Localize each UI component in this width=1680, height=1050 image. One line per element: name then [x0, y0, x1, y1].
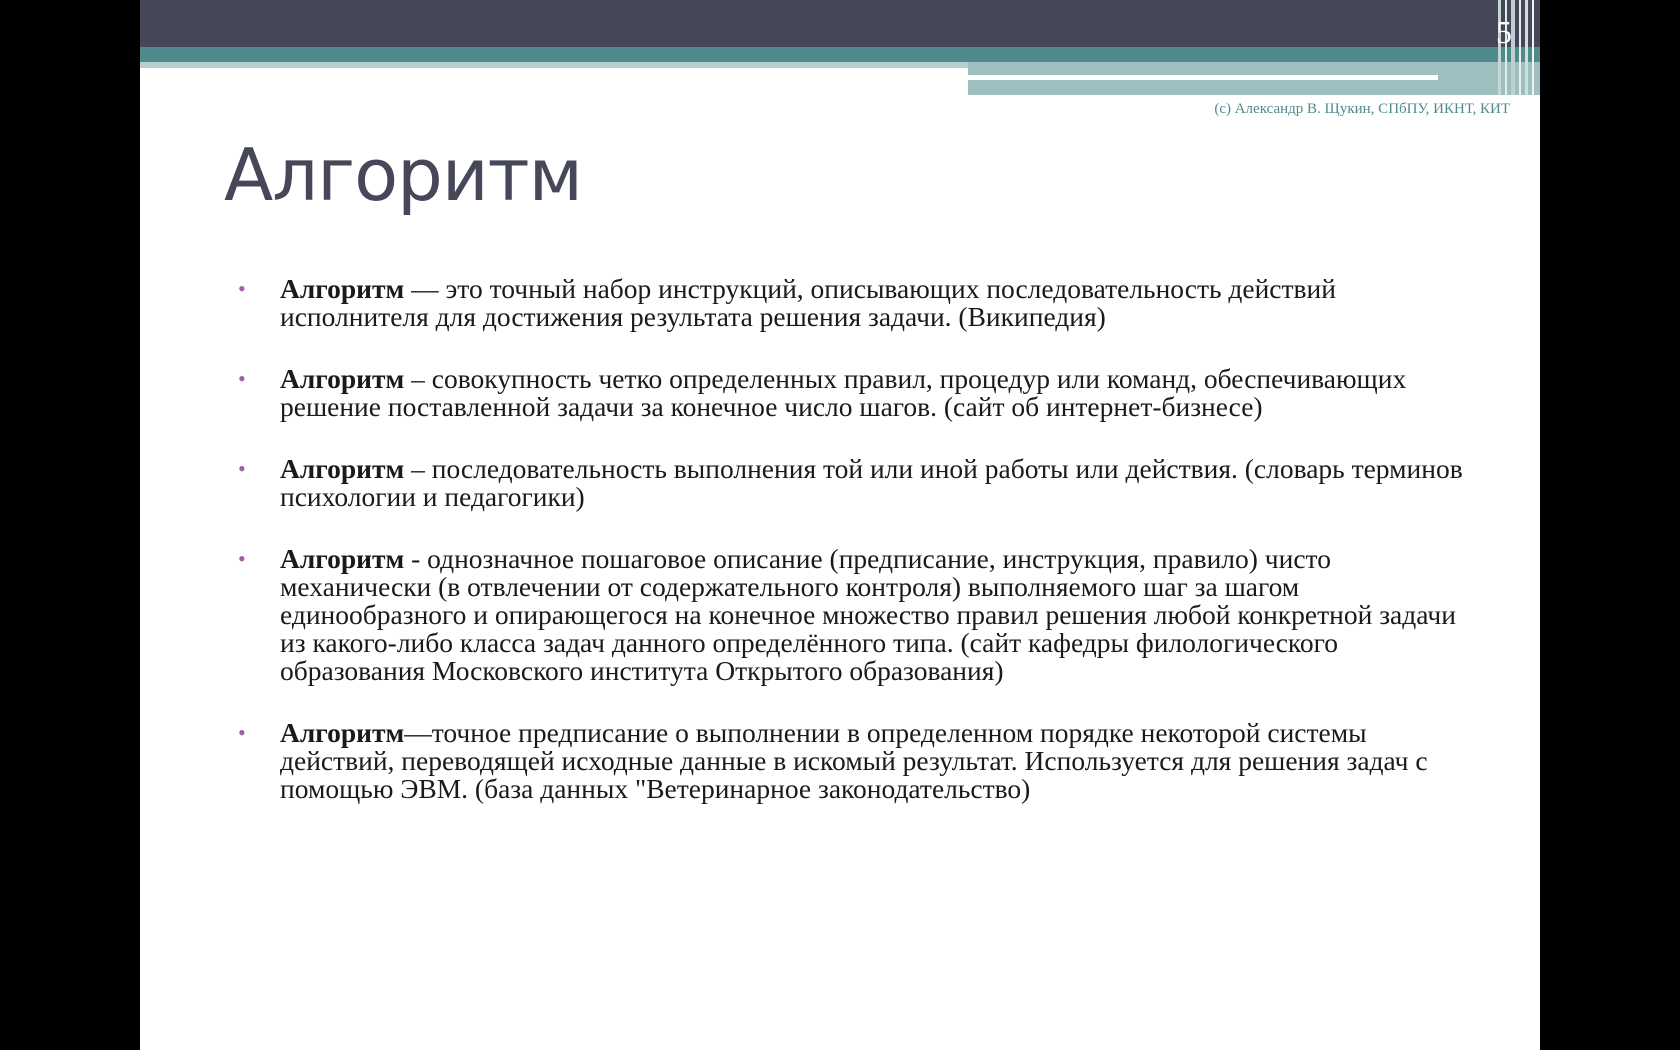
bullet-text: – совокупность четко определенных правил, процедур или команд, обеспечивающих решение поставленной задачи за конечное число шагов. (сайт об интернет-бизнесе)	[280, 363, 1407, 422]
bullet-dot-icon: •	[238, 546, 246, 571]
bullet-term: Алгоритм	[280, 453, 405, 484]
bullet-term: Алгоритм	[280, 717, 405, 748]
slide-title: Алгоритм	[224, 133, 582, 217]
bullet-text: — это точный набор инструкций, описывающих последовательность действий исполнителя для достижения результата решения задачи. (Википедия)	[280, 273, 1336, 332]
bullet-dot-icon: •	[238, 366, 246, 391]
bullet-item	[238, 455, 1478, 511]
bullet-item	[238, 719, 1478, 803]
bullet-item	[238, 365, 1478, 421]
bullet-item	[238, 545, 1478, 685]
bullet-item	[238, 275, 1478, 331]
bullet-text: – последовательность выполнения той или иной работы или действия. (словарь терминов психологии и педагогики)	[280, 453, 1463, 512]
bullet-term: Алгоритм	[280, 273, 405, 304]
bullet-text: - однозначное пошаговое описание (предписание, инструкция, правило) чисто механически (в отвлечении от содержательного контроля) выполняемого шаг за шагом единообразного и опирающегося на конечное множество правил решения любой конкретной задачи из какого-либо класса задач данного определённого типа. (сайт кафедры филологического образования Московского института Открытого образования)	[280, 543, 1456, 686]
slide	[140, 0, 1540, 1050]
bullet-term: Алгоритм	[280, 363, 405, 394]
bullet-dot-icon: •	[238, 720, 246, 745]
bullet-term: Алгоритм	[280, 543, 405, 574]
header-bar-light-left	[140, 62, 968, 68]
copyright-text: (с) Александр В. Щукин, СПбПУ, ИКНТ, КИТ	[1214, 101, 1510, 117]
header-bar-teal	[140, 47, 1540, 62]
bullet-dot-icon: •	[238, 276, 246, 301]
bullet-text: —точное предписание о выполнении в определенном порядке некоторой системы действий, переводящей исходные данные в искомый результат. Используется для решения задач с помощью ЭВМ. (база данных "Ветеринарное законодательство)	[280, 717, 1428, 804]
bullet-dot-icon: •	[238, 456, 246, 481]
header-bar-dark	[140, 0, 1540, 47]
header-white-line	[968, 75, 1438, 80]
slide-number: 5	[1496, 14, 1512, 50]
bullet-list	[238, 275, 1478, 837]
